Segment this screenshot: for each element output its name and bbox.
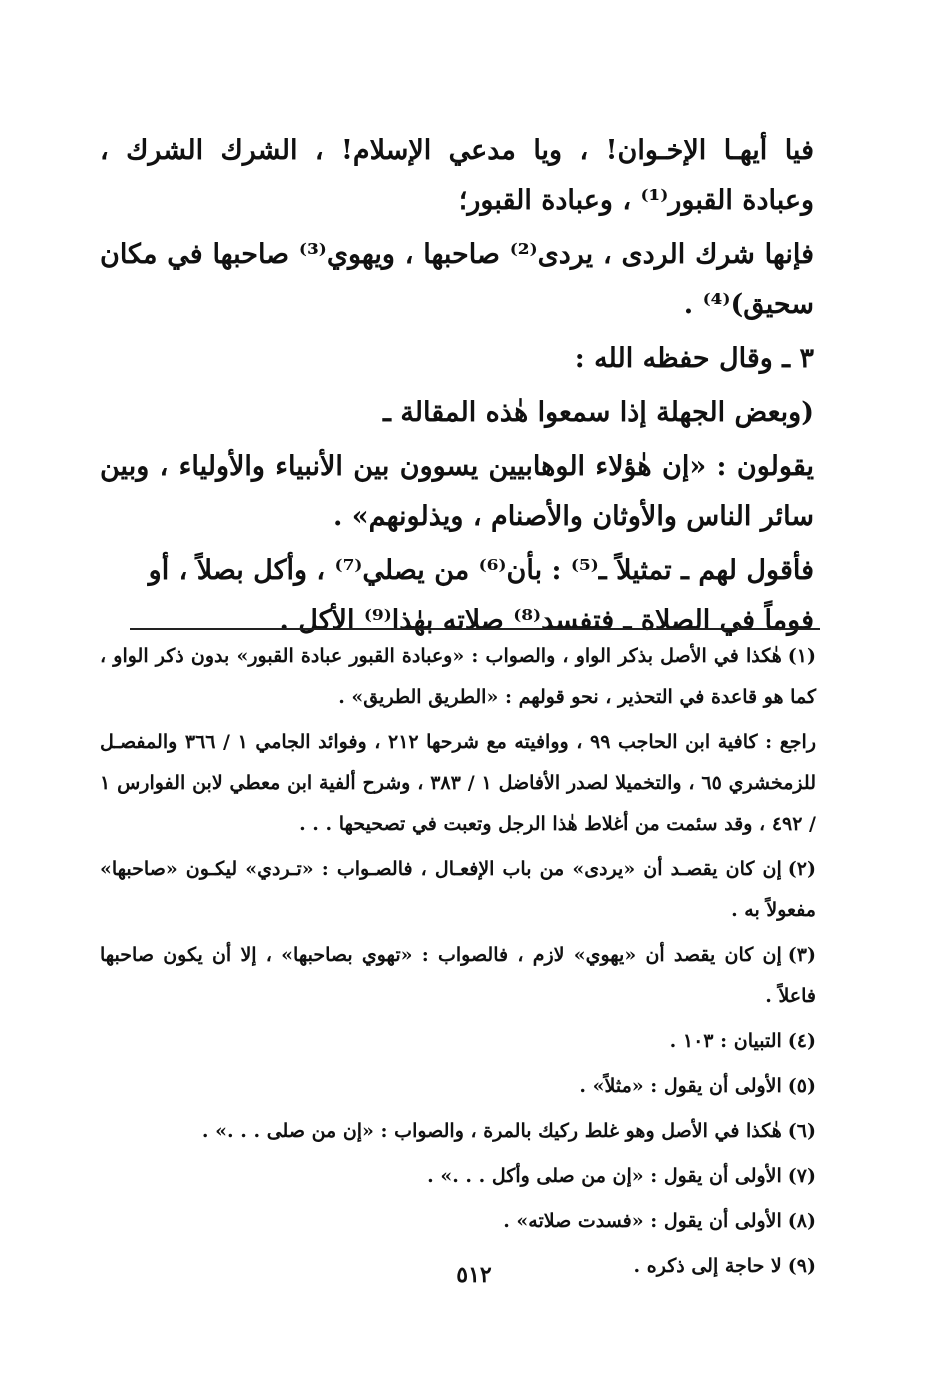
footnote-text: إن كان يقصد أن «يهوي» لازم ، فالصواب : «تهوي بصاحبها» ، إلا أن يكون صاحبها فاعلاً . <box>100 944 816 1007</box>
footnote-3 <box>100 935 816 1017</box>
footnote-6 <box>100 1111 816 1152</box>
footnote-7 <box>100 1156 816 1197</box>
footnote-8 <box>100 1201 816 1242</box>
footnote-text: التبيان : ١٠٣ . <box>669 1030 782 1052</box>
footnote-number: (٧) <box>787 1165 816 1187</box>
footnote-text: الأولى أن يقول : «مثلاً» . <box>579 1075 782 1097</box>
footnote-number: (٦) <box>787 1120 816 1142</box>
footnote-text: لا حاجة إلى ذكره . <box>633 1255 782 1277</box>
footnotes <box>100 636 816 1291</box>
footnote-number: (٩) <box>787 1255 816 1277</box>
footnote-number: (٨) <box>787 1210 816 1232</box>
page-number: ٥١٢ <box>456 1262 492 1288</box>
paragraph-3: ٣ ـ وقال حفظه الله : <box>574 343 814 374</box>
main-text <box>100 126 814 650</box>
paragraph-5: يقولون : «إن هٰؤلاء الوهابيين يسوون بين الأنبياء والأولياء ، وبين سائر الناس والأوثان والأصنام ، ويذلونهم» . <box>100 451 814 532</box>
footnote-1-continued <box>100 722 816 845</box>
footnote-text: إن كان يقصـد أن «يردى» من باب الإفعـال ، فالصـواب : «تـردي» ليكـون «صاحبها» مفعولاً به . <box>100 858 816 921</box>
paragraph-6: فأقول لهم ـ تمثيلاً ـ⁽⁵⁾ : بأن⁽⁶⁾ من يصلي⁽⁷⁾ ، وأكل بصلاً ، أو فوماً في الصلاة ـ فتفسد⁽⁸⁾ صلاته بهٰذا⁽⁹⁾ الأكل . <box>148 555 814 636</box>
paragraph-4: (وبعض الجهلة إذا سمعوا هٰذه المقالة ـ <box>383 397 814 428</box>
footnote-number: (٤) <box>787 1030 816 1052</box>
footnote-text: هٰكذا في الأصل بذكر الواو ، والصواب : «وعبادة القبور عبادة القبور» بدون ذكر الواو ، كما هو قاعدة في التحذير ، نحو قولهم : «الطريق الطريق» . <box>100 645 816 708</box>
paragraph-1: فيا أيهـا الإخـوان! ، ويا مدعي الإسلام! ، الشرك الشرك ، وعبادة القبور⁽¹⁾ ، وعبادة القبور؛ <box>100 135 814 216</box>
footnote-2 <box>100 849 816 931</box>
footnote-number: (٥) <box>787 1075 816 1097</box>
footnote-text: راجع : كافية ابن الحاجب ٩٩ ، ووافيته مع شرحها ٢١٢ ، وفوائد الجامي ١ / ٣٦٦ والمفصـل للزمخشري ٦٥ ، والتخميلا لصدر الأفاضل ١ / ٣٨٣ ، وشرح ألفية ابن معطي لابن الفوارس ١ / ٤٩٢ ، وقد سئمت من أغلاط هٰذا الرجل وتعبت في تصحيحها . . . <box>100 731 817 835</box>
footnote-number: (٣) <box>787 944 816 966</box>
footnote-number: (٢) <box>787 858 816 880</box>
footnote-4 <box>100 1021 816 1062</box>
footnote-5 <box>100 1066 816 1107</box>
paragraph-2: فإنها شرك الردى ، يردى⁽²⁾ صاحبها ، ويهوي⁽³⁾ صاحبها في مكان سحيق)⁽⁴⁾ . <box>100 239 814 320</box>
footnote-separator <box>130 628 820 630</box>
footnote-number: (١) <box>787 645 816 667</box>
footnote-1 <box>100 636 816 718</box>
footnote-text: الأولى أن يقول : «فسدت صلاته» . <box>503 1210 782 1232</box>
footnote-text: هٰكذا في الأصل وهو غلط ركيك بالمرة ، والصواب : «إن من صلى . . .» . <box>201 1120 782 1142</box>
footnote-text: الأولى أن يقول : «إن من صلى وأكل . . .» . <box>427 1165 782 1187</box>
